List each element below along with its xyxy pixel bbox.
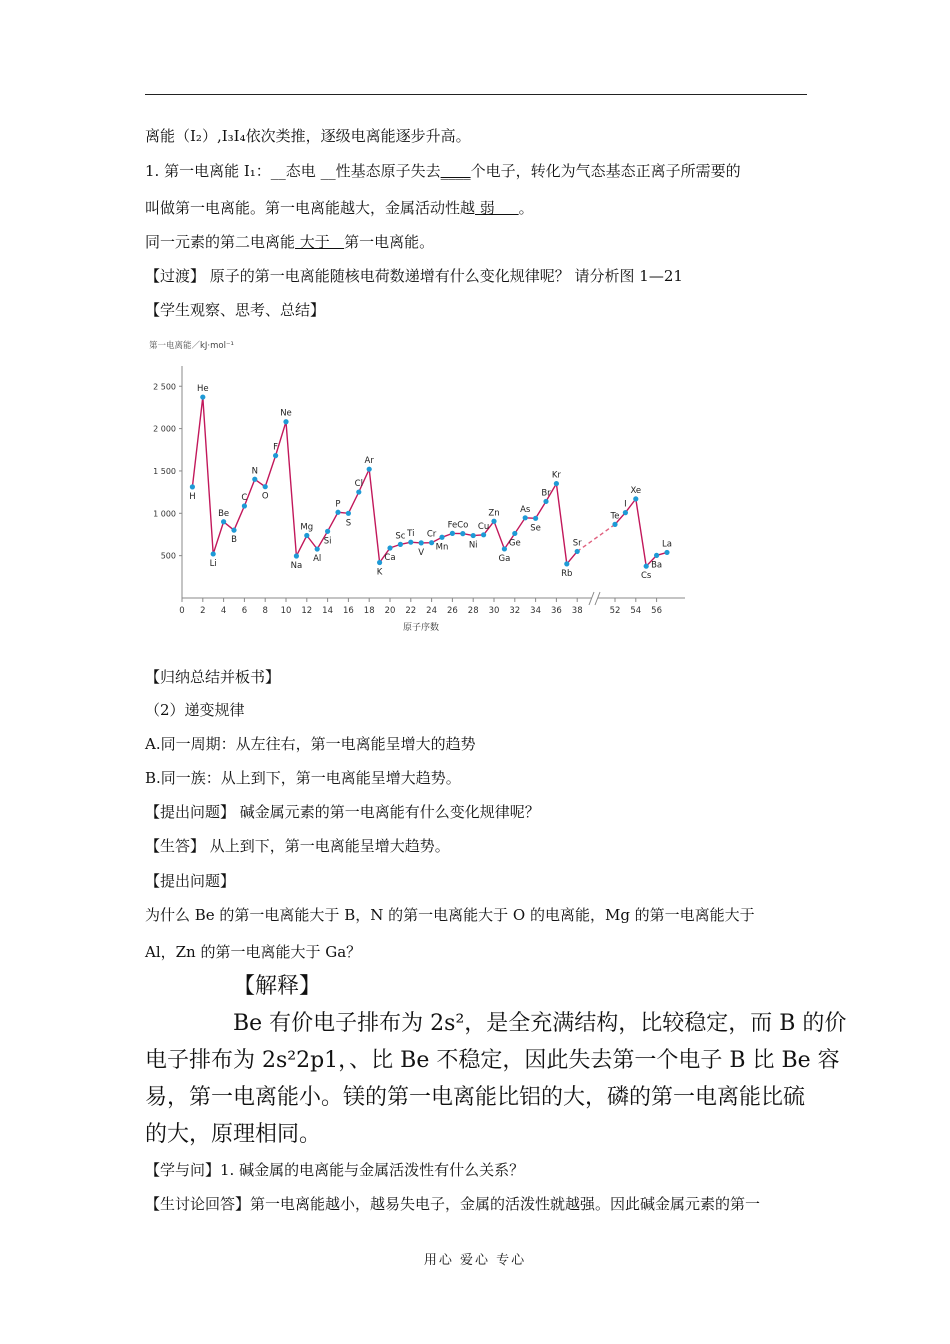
data-point-b — [231, 528, 236, 533]
data-point-he — [200, 394, 205, 399]
text-line-2 — [145, 161, 741, 181]
element-label-co: Co — [457, 520, 469, 531]
data-point-se — [533, 516, 538, 521]
question-text-1: 为什么 Be 的第一电离能大于 B，N 的第一电离能大于 O 的电离能，Mg 的第一电离能大于 — [145, 906, 755, 924]
element-label-i: I — [624, 499, 627, 510]
header-rule — [145, 94, 807, 95]
x-tick-label: 22 — [405, 606, 417, 616]
data-point-xe — [633, 496, 638, 501]
data-point-p — [335, 510, 340, 515]
x-tick-label: 14 — [322, 606, 334, 616]
x-tick-label: 10 — [280, 606, 292, 616]
data-point-v — [419, 540, 424, 545]
element-label-li: Li — [209, 558, 217, 569]
data-point-si — [325, 529, 330, 534]
data-point-cu — [481, 532, 486, 537]
line-4-answer: 大于 — [295, 233, 345, 251]
summary-heading: 【归纳总结并板书】 — [145, 668, 281, 686]
data-point-ti — [408, 540, 413, 545]
line-4-suffix: 第一电离能。 — [344, 233, 435, 251]
data-point-li — [211, 551, 216, 556]
element-label-cs: Cs — [641, 571, 652, 582]
explanation-line-3: 易，第一电离能小。镁的第一电离能比铝的大，磷的第一电离能比硫 — [145, 1085, 806, 1110]
chart-x-ticks — [179, 598, 662, 616]
element-label-h: H — [189, 491, 196, 502]
element-label-o: O — [261, 491, 269, 502]
element-label-p: P — [335, 499, 341, 510]
x-tick-label: 8 — [262, 606, 268, 616]
element-label-he: He — [196, 384, 209, 395]
x-tick-label: 30 — [488, 606, 500, 616]
element-label-te: Te — [610, 511, 620, 522]
element-label-ar: Ar — [364, 456, 374, 467]
x-tick-label: 52 — [609, 606, 621, 616]
element-label-mn: Mn — [435, 542, 449, 553]
line-3-prefix: 叫做第一电离能。第一电离能越大，金属活动性越 — [145, 199, 476, 217]
data-point-rb — [564, 561, 569, 566]
element-label-na: Na — [290, 560, 303, 571]
line-2-blanks: __态电 __性基态原子失去 — [270, 162, 441, 180]
data-point-ga — [502, 546, 507, 551]
question-text-2: Al，Zn 的第一电离能大于 Ga？ — [145, 943, 362, 961]
explanation-line-2: 电子排布为 2s²2p1，、比 Be 不稳定，因此失去第一个电子 B 比 Be 容 — [145, 1048, 840, 1073]
element-label-zn: Zn — [488, 508, 500, 519]
x-tick-label: 2 — [200, 606, 206, 616]
data-point-as — [523, 515, 528, 520]
data-point-c — [242, 503, 247, 508]
element-label-n: N — [251, 466, 258, 477]
data-point-cl — [356, 489, 361, 494]
y-tick-label: 2 500 — [153, 382, 176, 392]
data-point-ba — [654, 553, 659, 558]
data-point-cs — [644, 564, 649, 569]
chart-y-ticks — [153, 382, 182, 560]
observe-heading: 【学生观察、思考、总结】 — [145, 301, 326, 319]
data-point-ne — [283, 419, 288, 424]
series-gap-dashed — [577, 524, 615, 551]
x-tick-label: 18 — [363, 606, 375, 616]
rule-subheading: （2）递变规律 — [145, 701, 245, 719]
line-3-answer: 弱 — [475, 199, 519, 217]
element-label-ti: Ti — [407, 529, 415, 540]
series-line-tail — [615, 499, 667, 566]
x-tick-label: 12 — [301, 606, 313, 616]
data-point-br — [543, 499, 548, 504]
transition-paragraph: 【过渡】 原子的第一电离能随核电荷数递增有什么变化规律呢？ 请分析图 1—21 — [145, 267, 683, 285]
x-tick-label: 26 — [446, 606, 458, 616]
data-point-fe — [450, 531, 455, 536]
question-heading: 【提出问题】 — [145, 872, 236, 890]
x-tick-label: 38 — [571, 606, 583, 616]
study-question: 【学与问】1. 碱金属的电离能与金属活泼性有什么关系？ — [145, 1161, 525, 1179]
element-label-s: S — [345, 518, 352, 529]
element-label-ge: Ge — [508, 538, 521, 549]
y-tick-label: 500 — [160, 551, 176, 561]
x-tick-label: 16 — [342, 606, 354, 616]
data-point-kr — [554, 481, 559, 486]
x-tick-label: 36 — [550, 606, 562, 616]
line-3-suffix: 。 — [518, 199, 534, 217]
data-point-ca — [387, 545, 392, 550]
discussion-answer: 【生讨论回答】第一电离能越小，越易失电子，金属的活泼性就越强。因此碱金属元素的第一 — [145, 1195, 761, 1213]
line-4-prefix: 同一元素的第二电离能 — [145, 233, 296, 251]
x-tick-label: 32 — [509, 606, 521, 616]
y-tick-label: 1 000 — [153, 509, 176, 519]
x-tick-label: 28 — [467, 606, 479, 616]
data-point-n — [252, 477, 257, 482]
element-label-ne: Ne — [280, 408, 292, 419]
element-label-sc: Sc — [395, 531, 406, 542]
element-label-kr: Kr — [551, 470, 561, 481]
x-tick-label: 54 — [630, 606, 642, 616]
x-tick-label: 0 — [179, 606, 185, 616]
data-point-mn — [439, 535, 444, 540]
rule-b: B.同一族：从上到下，第一电离能呈增大趋势。 — [145, 769, 461, 787]
page-footer: 用心 爱心 专心 — [423, 1253, 527, 1268]
element-label-br: Br — [541, 488, 551, 499]
question-alkali: 【提出问题】 碱金属元素的第一电离能有什么变化规律呢？ — [145, 803, 540, 821]
element-label-k: K — [376, 567, 383, 578]
chart-y-axis-label: 第一电离能／kJ·mol⁻¹ — [149, 341, 234, 351]
data-point-be — [221, 519, 226, 524]
data-point-f — [273, 453, 278, 458]
rule-a: A.同一周期：从左往右，第一电离能呈增大的趋势 — [145, 735, 476, 753]
element-label-si: Si — [323, 536, 332, 547]
element-label-be: Be — [218, 508, 230, 519]
data-point-sr — [575, 549, 580, 554]
x-tick-label: 24 — [426, 606, 438, 616]
data-point-zn — [491, 519, 496, 524]
data-point-s — [346, 511, 351, 516]
data-point-h — [190, 484, 195, 489]
line-2-blank-count: ____ — [440, 162, 471, 180]
explanation-heading: 【解释】 — [233, 974, 322, 999]
data-point-te — [612, 522, 617, 527]
element-label-ba: Ba — [651, 560, 663, 571]
element-label-la: La — [662, 539, 672, 550]
explanation-line-4: 的大，原理相同。 — [145, 1122, 322, 1147]
element-label-xe: Xe — [630, 485, 642, 496]
data-point-la — [664, 550, 669, 555]
data-point-al — [315, 546, 320, 551]
element-label-ni: Ni — [468, 540, 478, 551]
element-label-cl: Cl — [354, 479, 363, 490]
data-point-ge — [512, 531, 517, 536]
element-label-sr: Sr — [572, 538, 582, 549]
element-label-ca: Ca — [384, 553, 396, 564]
data-point-k — [377, 560, 382, 565]
data-point-na — [294, 553, 299, 558]
text-line-3 — [145, 198, 534, 218]
text-line-4 — [145, 232, 434, 252]
data-point-co — [460, 531, 465, 536]
explanation-line-1: Be 有价电子排布为 2s²，是全充满结构，比较稳定，而 B 的价 — [233, 1011, 847, 1036]
chart-x-axis-label: 原子序数 — [402, 623, 440, 633]
element-label-fe: Fe — [447, 520, 458, 531]
element-label-v: V — [418, 547, 425, 558]
text-line-1: 离能（I₂）,I₃I₄依次类推，逐级电离能逐步升高。 — [145, 127, 471, 145]
element-label-mg: Mg — [300, 522, 314, 533]
data-point-ni — [471, 533, 476, 538]
y-tick-label: 1 500 — [153, 466, 176, 476]
element-label-c: C — [241, 493, 248, 504]
line-2-prefix: 1. 第一电离能 I₁： — [145, 162, 271, 180]
element-label-se: Se — [530, 523, 541, 534]
chart-plot-area — [189, 384, 672, 581]
element-label-as: As — [520, 504, 531, 515]
data-point-cr — [429, 540, 434, 545]
x-tick-label: 20 — [384, 606, 396, 616]
y-tick-label: 2 000 — [153, 424, 176, 434]
element-label-cr: Cr — [426, 529, 437, 540]
element-label-b: B — [231, 535, 237, 546]
x-tick-label: 6 — [241, 606, 248, 616]
data-point-o — [263, 484, 268, 489]
ionization-energy-chart — [145, 336, 705, 636]
line-2-suffix: 个电子，转化为气态基态正离子所需要的 — [470, 162, 741, 180]
x-tick-label: 4 — [220, 606, 227, 616]
data-point-mg — [304, 533, 309, 538]
element-label-al: Al — [313, 554, 322, 565]
data-point-i — [623, 510, 628, 515]
element-label-cu: Cu — [477, 521, 490, 532]
x-tick-label: 56 — [651, 606, 663, 616]
element-label-f: F — [273, 442, 279, 453]
student-answer: 【生答】 从上到下，第一电离能呈增大趋势。 — [145, 837, 450, 855]
data-point-ar — [367, 467, 372, 472]
data-point-sc — [398, 542, 403, 547]
x-tick-label: 34 — [530, 606, 542, 616]
element-label-rb: Rb — [561, 568, 573, 579]
element-label-ga: Ga — [498, 553, 511, 564]
